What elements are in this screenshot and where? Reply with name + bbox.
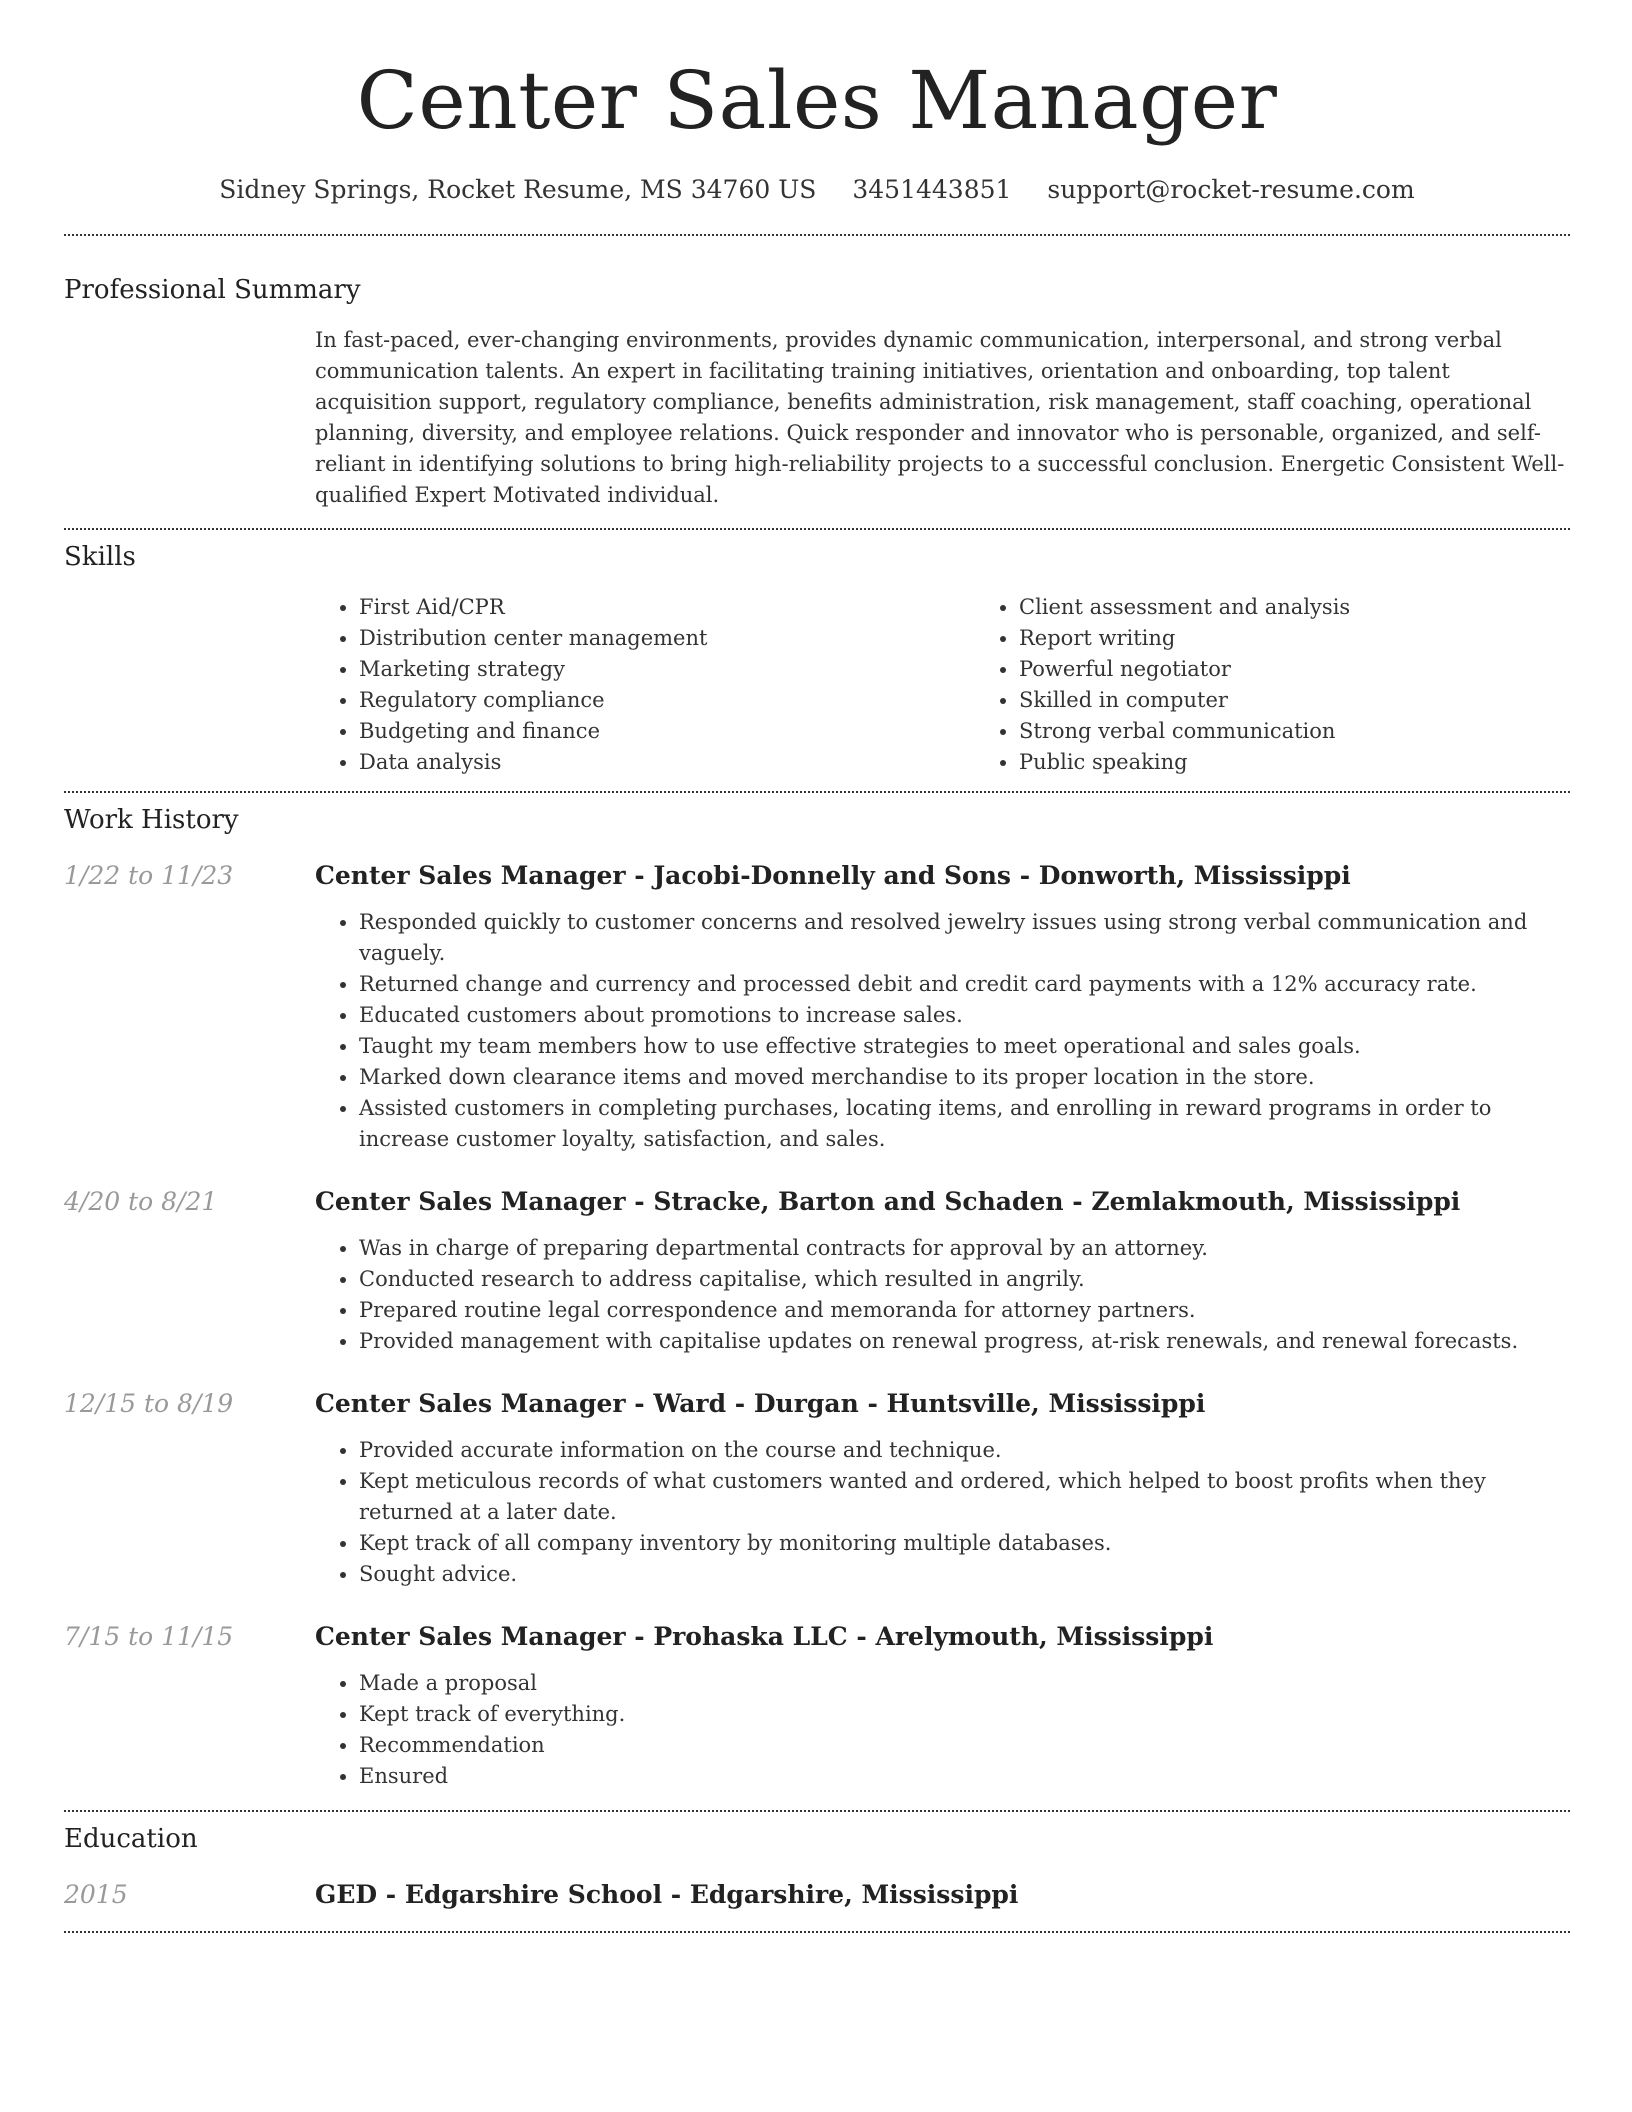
job-content bbox=[315, 1185, 1570, 1357]
divider bbox=[64, 234, 1570, 236]
job-title: Center Sales Manager - Stracke, Barton and Schaden - Zemlakmouth, Mississippi bbox=[315, 1187, 1461, 1216]
section-title-education: Education bbox=[64, 1824, 198, 1854]
contact-email: support@rocket-resume.com bbox=[1047, 175, 1415, 204]
job-dates: 12/15 to 8/19 bbox=[64, 1389, 234, 1418]
job-dates: 7/15 to 11/15 bbox=[64, 1622, 234, 1651]
skills-content bbox=[315, 592, 1570, 778]
job-bullets bbox=[315, 1233, 1570, 1357]
job-bullets bbox=[315, 1435, 1570, 1590]
skill-item: • Powerful negotiator bbox=[1019, 654, 1632, 685]
divider bbox=[64, 528, 1570, 530]
skill-item: • Skilled in computer bbox=[1019, 685, 1632, 716]
job-title: Center Sales Manager - Prohaska LLC - Arelymouth, Mississippi bbox=[315, 1622, 1214, 1651]
job-entry bbox=[64, 1185, 1570, 1357]
summary-content bbox=[315, 325, 1570, 511]
skills-list-right bbox=[975, 592, 1632, 778]
skill-item: • Client assessment and analysis bbox=[1019, 592, 1632, 623]
divider bbox=[64, 1931, 1570, 1933]
divider bbox=[64, 1810, 1570, 1812]
skill-item: • Data analysis bbox=[359, 747, 975, 778]
job-bullet: • Responded quickly to customer concerns and resolved jewelry issues using strong verbal communication and vaguely. bbox=[359, 907, 1570, 969]
skill-item: • First Aid/CPR bbox=[359, 592, 975, 623]
education-title: GED - Edgarshire School - Edgarshire, Mississippi bbox=[315, 1880, 1019, 1909]
skill-item: • Public speaking bbox=[1019, 747, 1632, 778]
job-content bbox=[315, 1620, 1570, 1792]
job-bullet: • Marked down clearance items and moved merchandise to its proper location in the store. bbox=[359, 1062, 1570, 1093]
job-bullet: • Recommendation bbox=[359, 1730, 1570, 1761]
skill-item: • Marketing strategy bbox=[359, 654, 975, 685]
summary-text: In fast-paced, ever-changing environments, provides dynamic communication, interpersonal, and strong verbal communication talents. An expert in facilitating training initiatives, orientation and onboarding, top talent acquisition support, regulatory compliance, benefits administration, risk management, staff coaching, operational planning, diversity, and employee relations. Quick responder and innovator who is personable, organized, and self-reliant in identifying solutions to bring high-reliability projects to a successful conclusion. Energetic Consistent Well-qualified Expert Motivated individual. bbox=[315, 328, 1565, 507]
skill-item: • Distribution center management bbox=[359, 623, 975, 654]
job-dates: 1/22 to 11/23 bbox=[64, 861, 234, 890]
job-title: Center Sales Manager - Jacobi-Donnelly and Sons - Donworth, Mississippi bbox=[315, 861, 1351, 890]
job-content bbox=[315, 859, 1570, 1155]
job-bullets bbox=[315, 907, 1570, 1155]
job-bullet: • Was in charge of preparing departmental contracts for approval by an attorney. bbox=[359, 1233, 1570, 1264]
education-year: 2015 bbox=[64, 1880, 128, 1909]
job-title: Center Sales Manager - Ward - Durgan - Huntsville, Mississippi bbox=[315, 1389, 1206, 1418]
job-bullet: • Taught my team members how to use effective strategies to meet operational and sales goals. bbox=[359, 1031, 1570, 1062]
skill-item: • Regulatory compliance bbox=[359, 685, 975, 716]
job-bullet: • Ensured bbox=[359, 1761, 1570, 1792]
skill-item: • Strong verbal communication bbox=[1019, 716, 1632, 747]
job-bullet: • Assisted customers in completing purchases, locating items, and enrolling in reward programs in order to increase customer loyalty, satisfaction, and sales. bbox=[359, 1093, 1570, 1155]
education-content bbox=[315, 1878, 1570, 1912]
skill-item: • Report writing bbox=[1019, 623, 1632, 654]
job-bullet: • Conducted research to address capitalise, which resulted in angrily. bbox=[359, 1264, 1570, 1295]
job-bullet: • Provided management with capitalise updates on renewal progress, at-risk renewals, and renewal forecasts. bbox=[359, 1326, 1570, 1357]
job-bullet: • Prepared routine legal correspondence and memoranda for attorney partners. bbox=[359, 1295, 1570, 1326]
education-entry bbox=[64, 1878, 1570, 1912]
job-bullet: • Returned change and currency and processed debit and credit card payments with a 12% accuracy rate. bbox=[359, 969, 1570, 1000]
job-content bbox=[315, 1387, 1570, 1590]
summary-row bbox=[64, 325, 1570, 511]
job-entry bbox=[64, 1387, 1570, 1590]
divider bbox=[64, 791, 1570, 793]
skills-row bbox=[64, 592, 1570, 778]
skill-item: • Budgeting and finance bbox=[359, 716, 975, 747]
job-bullet: • Provided accurate information on the course and technique. bbox=[359, 1435, 1570, 1466]
job-bullet: • Sought advice. bbox=[359, 1559, 1570, 1590]
job-bullet: • Kept track of everything. bbox=[359, 1699, 1570, 1730]
job-bullet: • Kept track of all company inventory by monitoring multiple databases. bbox=[359, 1528, 1570, 1559]
section-title-skills: Skills bbox=[64, 542, 136, 572]
section-title-summary: Professional Summary bbox=[64, 275, 361, 305]
job-bullet: • Kept meticulous records of what customers wanted and ordered, which helped to boost profits when they returned at a later date. bbox=[359, 1466, 1570, 1528]
contact-address: Sidney Springs, Rocket Resume, MS 34760 US bbox=[219, 175, 817, 204]
resume-page bbox=[64, 0, 1570, 1933]
job-entry bbox=[64, 1620, 1570, 1792]
job-bullet: • Educated customers about promotions to increase sales. bbox=[359, 1000, 1570, 1031]
job-bullets bbox=[315, 1668, 1570, 1792]
section-title-work: Work History bbox=[64, 805, 239, 835]
job-bullet: • Made a proposal bbox=[359, 1668, 1570, 1699]
skills-list-left bbox=[315, 592, 975, 778]
candidate-name: Center Sales Manager bbox=[356, 54, 1278, 147]
job-dates: 4/20 to 8/21 bbox=[64, 1187, 218, 1216]
contact-line bbox=[64, 172, 1570, 208]
job-entry bbox=[64, 859, 1570, 1155]
contact-phone: 3451443851 bbox=[852, 175, 1012, 204]
